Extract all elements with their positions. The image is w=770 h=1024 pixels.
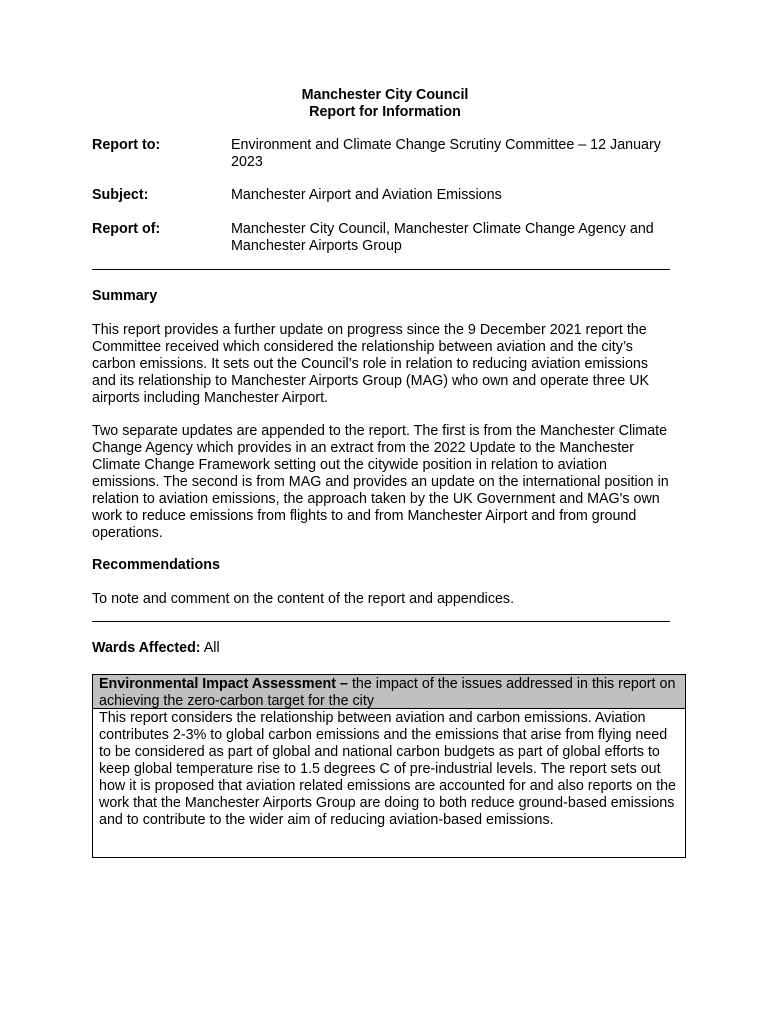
divider <box>92 269 670 270</box>
eia-body: This report considers the relationship between aviation and carbon emissions. Aviation contributes 2-3% to global carbon emissions and the emissions that arise from flying need to be considered as part of global and national carbon budgets as part of global efforts to keep global temperature rise to 1.5 degrees C of pre-industrial levels. The report sets out how it is proposed that aviation related emissions are accounted for and also reports on the work that the Manchester Airports Group are doing to both reduce ground-based emissions and to contribute to the wider aim of reducing aviation-based emissions. <box>99 710 676 828</box>
subject-label: Subject: <box>92 187 149 203</box>
wards-affected <box>92 640 220 657</box>
recommendations-text: To note and comment on the content of the report and appendices. <box>92 591 515 607</box>
summary-heading: Summary <box>92 288 158 304</box>
subject-value: Manchester Airport and Aviation Emissions <box>231 187 502 203</box>
report-header <box>0 87 770 121</box>
council-name: Manchester City Council <box>301 87 469 103</box>
report-to-label: Report to: <box>92 137 161 153</box>
wards-value: All <box>203 640 220 656</box>
recommendations-heading: Recommendations <box>92 557 220 573</box>
report-of-label: Report of: <box>92 221 161 237</box>
divider <box>92 621 670 622</box>
wards-label: Wards Affected: <box>92 640 201 656</box>
eia-subtitle: the impact of the issues addressed in this report on achieving the zero-carbon target for the city <box>99 676 676 709</box>
report-of-value: Manchester City Council, Manchester Climate Change Agency and Manchester Airports Group <box>231 221 654 254</box>
summary-paragraph-1: This report provides a further update on progress since the 9 December 2021 report the Committee received which considered the relationship between aviation and the city’s carbon emissions. It sets out the Council’s role in relation to reducing aviation emissions and its relationship to Manchester Airports Group (MAG) who own and operate three UK airports including Manchester Airport. <box>92 322 650 406</box>
report-type: Report for Information <box>309 104 461 120</box>
environmental-impact-assessment-box <box>92 674 686 858</box>
summary-paragraph-2: Two separate updates are appended to the report. The first is from the Manchester Climate Change Agency which provides in an extract from the 2022 Update to the Manchester Climate Change Framework setting out the citywide position in relation to aviation emissions. The second is from MAG and provides an update on the international position in relation to aviation emissions, the approach taken by the UK Government and MAG's own work to reduce emissions from flights to and from Manchester Airport and from ground operations. <box>92 423 669 541</box>
eia-title: Environmental Impact Assessment – <box>99 676 348 692</box>
eia-header <box>93 675 685 709</box>
report-to-value: Environment and Climate Change Scrutiny Committee – 12 January 2023 <box>231 137 661 170</box>
